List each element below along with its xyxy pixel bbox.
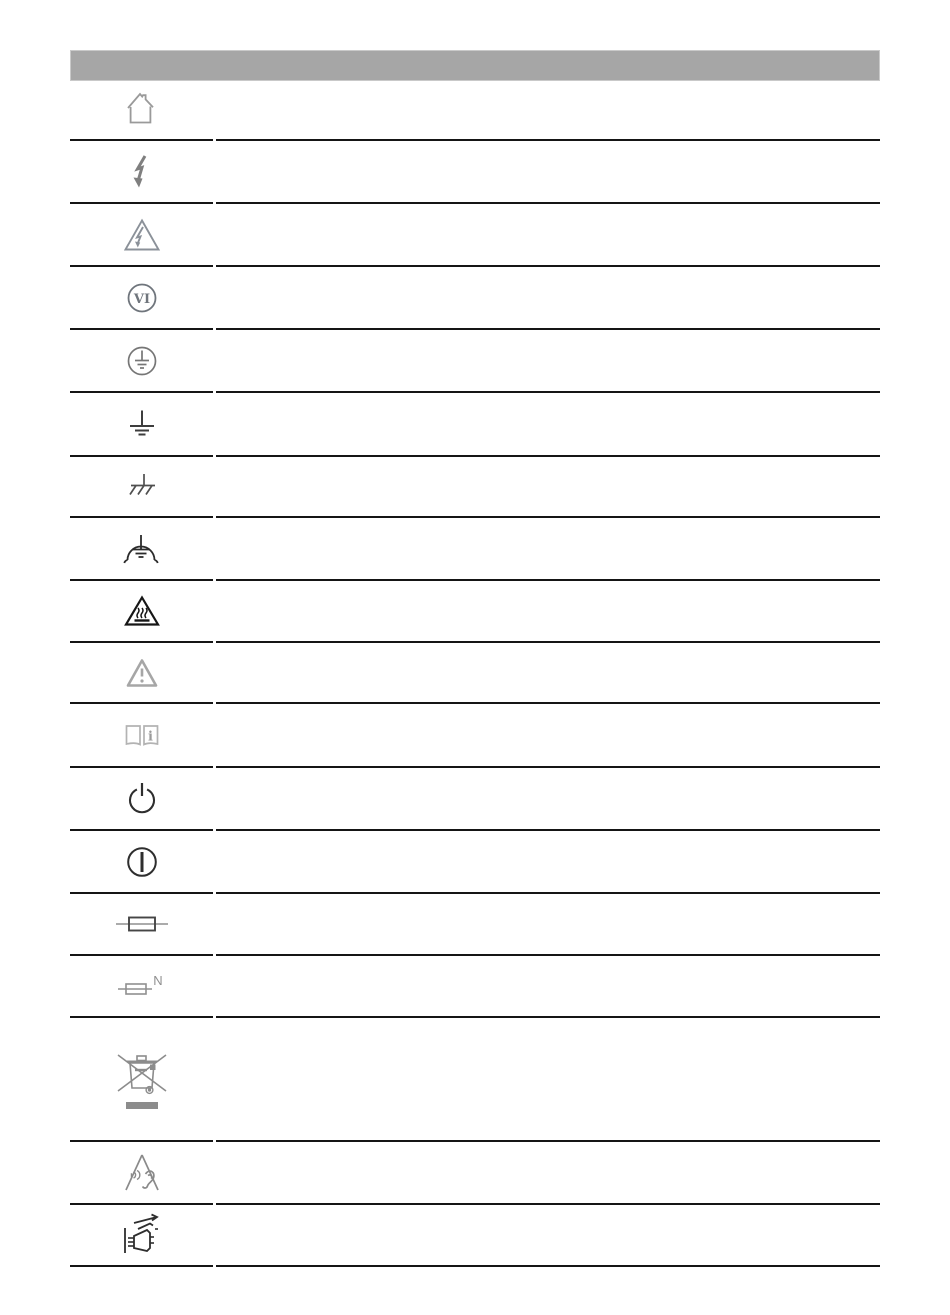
- efficiency-level-vi-icon: [123, 281, 161, 315]
- symbol-description: [216, 956, 880, 1018]
- table-row: [70, 956, 880, 1018]
- protective-earth-circle-icon: [124, 343, 160, 379]
- symbol-description: [216, 768, 880, 831]
- table-row: [70, 393, 880, 457]
- symbol-description: [216, 1018, 880, 1142]
- efficiency-class-glyph: VI: [133, 291, 150, 307]
- symbol-description: [216, 204, 880, 267]
- standby-power-icon: [125, 781, 159, 817]
- symbol-description: [216, 267, 880, 330]
- unplug-mains-icon: [119, 1213, 165, 1257]
- symbol-description: [216, 330, 880, 393]
- symbol-description: [216, 894, 880, 956]
- hearing-damage-warning-icon: [122, 1152, 162, 1194]
- safety-symbols-table: [70, 50, 880, 1267]
- table-row: [70, 518, 880, 581]
- symbol-description: [216, 831, 880, 894]
- indoor-use-house-icon: [125, 91, 159, 129]
- symbol-description: [216, 704, 880, 768]
- manual-info-glyph: i: [147, 729, 153, 745]
- table-row: [70, 204, 880, 267]
- caution-warning-icon: [125, 657, 159, 689]
- table-row: [70, 457, 880, 518]
- power-on-icon: [124, 844, 160, 880]
- table-row: [70, 643, 880, 704]
- table-row: [70, 1018, 880, 1142]
- table-row: [70, 81, 880, 141]
- weee-crossed-bin-icon: [114, 1046, 170, 1112]
- table-row: [70, 894, 880, 956]
- table-row: [70, 704, 880, 768]
- chassis-ground-icon: [124, 472, 160, 502]
- neutral-fuse-icon: [118, 972, 166, 1000]
- symbol-description: [216, 393, 880, 457]
- symbol-description: [216, 1142, 880, 1205]
- table-row: [70, 330, 880, 393]
- table-row: [70, 141, 880, 204]
- table-header-bar: [70, 50, 880, 81]
- consult-manual-icon: [123, 721, 161, 749]
- weee-date-bar: [126, 1102, 158, 1109]
- symbol-description: [216, 518, 880, 581]
- symbol-description: [216, 141, 880, 204]
- table-row: [70, 581, 880, 643]
- table-row: [70, 1142, 880, 1205]
- symbol-description: [216, 581, 880, 643]
- neutral-glyph: N: [152, 973, 163, 988]
- table-row: [70, 1205, 880, 1267]
- dangerous-voltage-arrow-icon: [128, 154, 156, 190]
- table-row: [70, 768, 880, 831]
- symbol-description: [216, 1205, 880, 1267]
- symbol-description: [216, 457, 880, 518]
- symbol-description: [216, 643, 880, 704]
- earth-ground-icon: [126, 409, 158, 439]
- hot-surface-warning-icon: [124, 595, 160, 627]
- electric-shock-warning-triangle-icon: [123, 218, 161, 252]
- table-row: [70, 267, 880, 330]
- enclosure-ground-icon: [122, 533, 162, 565]
- table-row: [70, 831, 880, 894]
- fuse-icon: [116, 913, 168, 935]
- symbol-description: [216, 81, 880, 141]
